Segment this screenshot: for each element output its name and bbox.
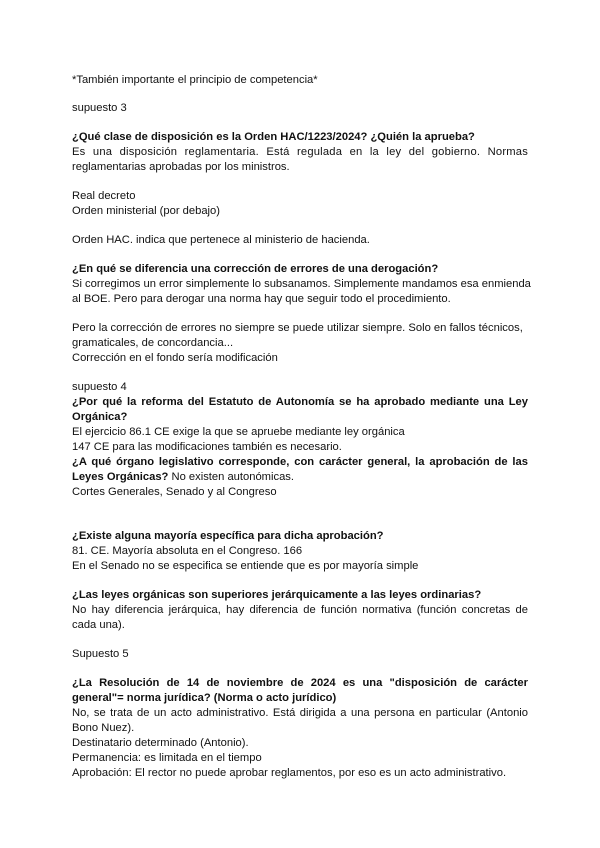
hierarchy-item-1: Real decreto <box>72 190 136 202</box>
answer-1-line-1: Es una disposición reglamentaria. Está regulada en la ley del gobierno. Normas <box>72 146 528 158</box>
intro-note: *También importante el principio de competencia* <box>72 74 318 86</box>
answer-7-line-2: Bono Nuez). <box>72 722 135 734</box>
answer-6-line-2: cada una). <box>72 619 125 631</box>
hac-note: Orden HAC. indica que pertenece al ministerio de hacienda. <box>72 234 370 246</box>
hierarchy-item-2: Orden ministerial (por debajo) <box>72 205 220 217</box>
answer-4-line-2: Cortes Generales, Senado y al Congreso <box>72 486 277 498</box>
question-7-line-1: ¿La Resolución de 14 de noviembre de 2024 es una "disposición de carácter <box>72 677 528 689</box>
answer-2b-line-1: Pero la corrección de errores no siempre se puede utilizar siempre. Solo en fallos técnicos, <box>72 322 523 334</box>
question-7-line-2: general"= norma jurídica? (Norma o acto jurídico) <box>72 692 337 704</box>
answer-7-line-4: Permanencia: es limitada en el tiempo <box>72 752 262 764</box>
answer-4-inline: No existen autonómicas. <box>168 471 295 483</box>
answer-5-line-1: 81. CE. Mayoría absoluta en el Congreso. 166 <box>72 545 303 557</box>
question-3-line-1: ¿Por qué la reforma del Estatuto de Autonomía se ha aprobado mediante una Ley <box>72 396 528 408</box>
question-6: ¿Las leyes orgánicas son superiores jerárquicamente a las leyes ordinarias? <box>72 589 482 601</box>
answer-6-line-1: No hay diferencia jerárquica, hay diferencia de función normativa (función concretas de <box>72 604 528 616</box>
answer-1-line-2: reglamentarias aprobadas por los ministros. <box>72 161 290 173</box>
answer-2-line-2: al BOE. Pero para derogar una norma hay que seguir todo el procedimiento. <box>72 293 451 305</box>
answer-2-line-1: Si corregimos un error simplemente lo subsanamos. Simplemente mandamos esa enmienda <box>72 278 531 290</box>
question-4-line-1: ¿A qué órgano legislativo corresponde, con carácter general, la aprobación de las <box>72 456 528 468</box>
answer-7-line-3: Destinatario determinado (Antonio). <box>72 737 249 749</box>
question-4-line-2-text: Leyes Orgánicas? <box>72 471 169 483</box>
answer-2b-line-2: gramaticales, de concordancia... <box>72 337 234 349</box>
question-3-line-2: Orgánica? <box>72 411 128 423</box>
answer-7-line-5: Aprobación: El rector no puede aprobar reglamentos, por eso es un acto administrativo. <box>72 767 507 779</box>
question-2: ¿En qué se diferencia una corrección de errores de una derogación? <box>72 263 439 275</box>
question-5: ¿Existe alguna mayoría específica para dicha aprobación? <box>72 530 384 542</box>
answer-2b-line-3: Corrección en el fondo sería modificación <box>72 352 278 364</box>
answer-5-line-2: En el Senado no se especifica se entiende que es por mayoría simple <box>72 560 419 572</box>
section-heading-supuesto-3: supuesto 3 <box>72 102 127 114</box>
question-1: ¿Qué clase de disposición es la Orden HAC/1223/2024? ¿Quién la aprueba? <box>72 131 475 143</box>
answer-3-line-2: 147 CE para las modificaciones también es necesario. <box>72 441 342 453</box>
section-heading-supuesto-5: Supuesto 5 <box>72 648 129 660</box>
answer-3-line-1: El ejercicio 86.1 CE exige la que se apruebe mediante ley orgánica <box>72 426 405 438</box>
section-heading-supuesto-4: supuesto 4 <box>72 381 127 393</box>
question-4-line-2 <box>72 470 528 485</box>
answer-7-line-1: No, se trata de un acto administrativo. Está dirigida a una persona en particular (Antonio <box>72 707 528 719</box>
